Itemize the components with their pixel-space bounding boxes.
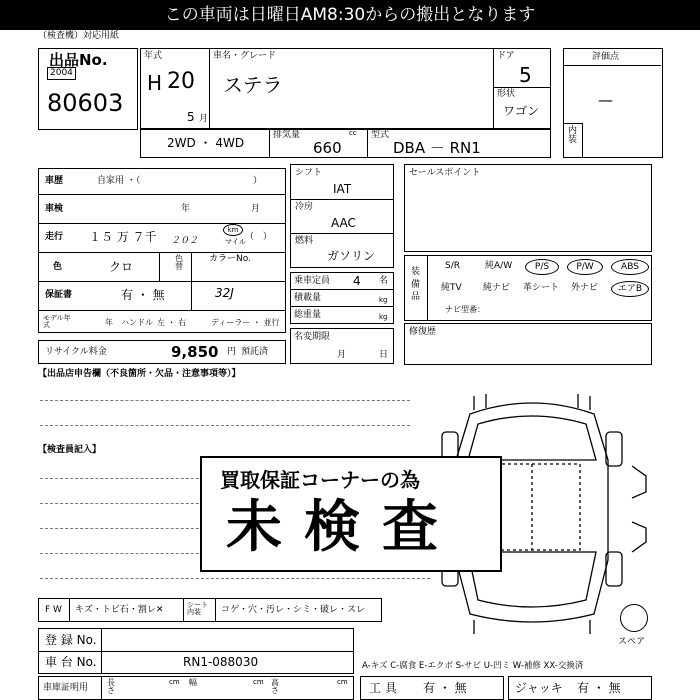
jack-value: 有 ・ 無: [577, 681, 621, 695]
equip-pw: P/W: [567, 259, 603, 275]
spare-tire-icon: [620, 604, 648, 632]
inspector-label: 【検査員記入】: [38, 445, 102, 455]
doors: 5: [519, 63, 532, 87]
history-close: ）: [253, 176, 263, 186]
capacity-value: 4: [353, 274, 361, 288]
mile-label: マイル: [225, 238, 246, 246]
equip-aw: 純A/W: [485, 261, 513, 271]
name-change-label: 名変期限: [294, 332, 331, 342]
registration-label: 登 録 No.: [45, 633, 97, 647]
cert-width: 幅: [189, 678, 197, 687]
banner: この車両は日曜日AM8:30からの搬出となります: [0, 0, 700, 30]
header-note: （検査機）対応用紙: [38, 31, 120, 41]
type-label: 型式: [371, 130, 390, 140]
capacity-unit: 名: [379, 276, 389, 286]
shift-box: [290, 164, 394, 268]
handle-label: ハンドル: [121, 318, 153, 327]
car-month: 5: [187, 110, 195, 124]
mileage-paren: （ ）: [245, 232, 273, 242]
weight-label: 総重量: [294, 310, 322, 320]
recycle-unit: 円: [227, 347, 237, 357]
history-box: [38, 168, 286, 333]
model-year-label: モデル年式: [43, 314, 71, 329]
cert-cm-1: cm: [169, 678, 180, 686]
capacity-label: 乗車定員: [294, 276, 331, 286]
equip-tv: 純TV: [441, 283, 462, 293]
warranty-label: 保証書: [45, 290, 73, 300]
warranty-value: 有 ・ 無: [121, 288, 165, 302]
shift-label: シフト: [295, 168, 323, 178]
cc-unit: cc: [349, 129, 357, 137]
name-change-day: 日: [379, 350, 389, 360]
sales-label: セールスポイント: [409, 168, 481, 178]
drive-box: [140, 128, 551, 158]
certificate-box: [38, 676, 354, 700]
era: H: [147, 71, 163, 95]
inspection-year: 年: [181, 204, 191, 214]
equip-abs: ABS: [611, 259, 649, 275]
jack-box: [508, 676, 652, 700]
recycle-value: 9,850: [171, 343, 219, 361]
navi-model: ナビ型番：: [445, 305, 485, 314]
color-no-label: カラーNo.: [209, 254, 251, 264]
capacity-box: [290, 272, 394, 324]
load-label: 積載量: [294, 293, 322, 303]
equip-ps: P/S: [525, 259, 559, 275]
equip-leather: 革シート: [523, 283, 560, 293]
recycle-box: [38, 340, 286, 364]
color-no: 32J: [215, 286, 234, 300]
weight-unit: kg: [379, 313, 388, 321]
jack-label: ジャッキ: [515, 681, 563, 695]
model-type: DBA － RN1: [393, 139, 481, 157]
month-unit: 月: [199, 114, 209, 124]
fw-box: [38, 598, 382, 622]
tools-label: 工 具: [369, 681, 397, 695]
fw-text: キズ・トビ石・割レ✕: [75, 605, 164, 615]
shape-label: 形状: [497, 89, 516, 99]
mileage-value: １５ 万 ７千: [89, 230, 157, 244]
mileage-label: 走行: [45, 232, 64, 242]
lot-year: 2004: [47, 67, 76, 80]
certificate-label: 車庫証明用: [43, 683, 89, 693]
equipment-box: [404, 255, 652, 321]
lot-number: 80603: [47, 89, 124, 117]
car-year: 20: [167, 69, 195, 94]
chassis-label: 車 台 No.: [45, 655, 97, 669]
year-label: 年式: [144, 51, 163, 61]
tools-box: [360, 676, 504, 700]
car-name: ステラ: [223, 73, 283, 97]
recycle-label: リサイクル料金: [45, 347, 107, 357]
shift-value: IAT: [333, 182, 352, 196]
inspection-label: 車検: [45, 204, 64, 214]
repair-label: 修復歴: [409, 327, 437, 337]
equip-sr: S/R: [445, 261, 460, 271]
stamp-line1: 買取保証コーナーの為: [220, 468, 420, 492]
name-change-month: 月: [337, 350, 347, 360]
ac-label: 冷房: [295, 202, 314, 212]
dealer-value: ディーラー ・ 並行: [211, 318, 280, 327]
cert-cm-3: cm: [337, 678, 348, 686]
sales-box: [404, 164, 652, 252]
door-label: ドア: [497, 51, 515, 61]
seat-label: シート内装: [187, 601, 208, 616]
rating-value: —: [598, 91, 613, 109]
spare-label: スペア: [618, 637, 646, 647]
mileage-hand: ２０２: [171, 236, 199, 246]
displacement-label: 排気量: [273, 130, 301, 140]
fuel-value: ガソリン: [327, 249, 376, 263]
color-label: 色: [53, 262, 63, 272]
equipment-label: 装備品: [411, 267, 421, 303]
damage-legend: A-キズ C-腐食 E-エクボ S-サビ U-凹ミ W-補修 XX-交換済: [362, 661, 584, 671]
remarks-label: 【出品店申告欄（不良箇所・欠品・注意事項等）】: [38, 369, 241, 379]
tools-value: 有 ・ 無: [423, 681, 467, 695]
fw-label: F W: [45, 605, 62, 615]
seat-text: コゲ・穴・汚レ・シミ・破レ・スレ: [221, 605, 366, 615]
handle-value: 左 ・ 右: [157, 318, 187, 327]
recycle-deposit: 預託済: [241, 347, 269, 357]
name-label: 車名・グレード: [213, 51, 277, 61]
inspection-month: 月: [251, 204, 261, 214]
displacement: 660: [313, 139, 342, 157]
cert-cm-2: cm: [253, 678, 264, 686]
model-year-unit: 年: [105, 318, 113, 327]
repair-box: [404, 323, 652, 365]
equip-ext-navi: 外ナビ: [571, 283, 599, 293]
color-change: 色替: [175, 254, 183, 271]
interior-label: 内装: [568, 126, 578, 145]
km-circle: km: [223, 224, 243, 236]
rating-box: [563, 48, 663, 158]
registration-box: [38, 628, 354, 674]
not-inspected-stamp: [200, 456, 502, 572]
stamp-line2: 未検査: [226, 495, 460, 560]
fuel-label: 燃料: [295, 236, 314, 246]
history-value: 自家用 ・（: [97, 176, 141, 186]
rating-label: 評価点: [592, 52, 620, 62]
shape: ワゴン: [503, 104, 540, 118]
name-change-box: [290, 328, 394, 364]
cert-length: 長さ: [107, 678, 115, 695]
drive-text: 2WD ・ 4WD: [167, 136, 245, 150]
cert-height: 高さ: [271, 678, 279, 695]
lot-box: [38, 48, 138, 130]
car-info-box: [140, 48, 551, 130]
chassis-number: RN1-088030: [183, 655, 259, 669]
equip-navi: 純ナビ: [483, 283, 511, 293]
equip-airbag: エアB: [611, 281, 649, 297]
color-value: クロ: [109, 260, 134, 274]
ac-value: AAC: [331, 216, 356, 230]
load-unit: kg: [379, 296, 388, 304]
lot-label: 出品No.: [49, 51, 108, 69]
history-label: 車歴: [45, 176, 64, 186]
